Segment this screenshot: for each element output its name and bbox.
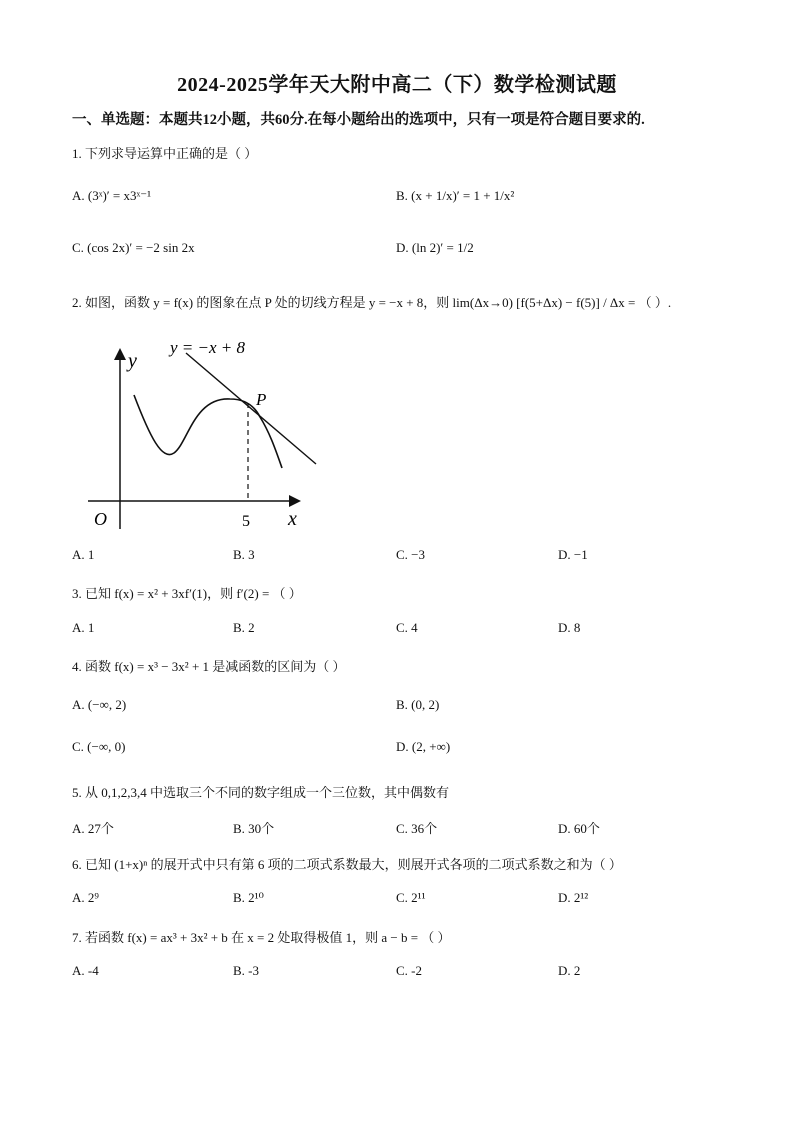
question-7-option-a: A. -4: [72, 963, 99, 978]
question-5-option-d: D. 60个: [558, 821, 600, 836]
tangent-label: y = −x + 8: [170, 338, 246, 357]
point-p-label: P: [256, 390, 267, 409]
origin-label: O: [94, 509, 107, 529]
question-4-option-a: A. (−∞, 2): [72, 697, 127, 712]
question-4-stem: 4. 函数 f(x) = x³ − 3x² + 1 是减函数的区间为（ ）: [72, 659, 346, 674]
question-4-option-d: D. (2, +∞): [396, 739, 451, 754]
page-title: 2024-2025学年天大附中高二（下）数学检测试题: [177, 74, 617, 96]
y-axis-label: y: [128, 350, 137, 372]
question-6-option-a: A. 2⁹: [72, 890, 99, 905]
question-3-option-a: A. 1: [72, 620, 95, 635]
x-tick-5: 5: [242, 513, 250, 530]
question-1-option-b: B. (x + 1/x)′ = 1 + 1/x²: [396, 188, 515, 203]
question-5-option-b: B. 30个: [233, 821, 275, 836]
question-2-option-b: B. 3: [233, 547, 255, 562]
section-heading: 一、单选题：本题共12小题，共60分.在每小题给出的选项中，只有一项是符合题目要求的.: [72, 112, 645, 128]
question-2-option-a: A. 1: [72, 547, 95, 562]
question-6-stem: 6. 已知 (1+x)ⁿ 的展开式中只有第 6 项的二项式系数最大，则展开式各项的二项式系数之和为（ ）: [72, 857, 622, 872]
question-5-option-c: C. 36个: [396, 821, 438, 836]
question-6-option-b: B. 2¹⁰: [233, 890, 264, 905]
tangent-line: [186, 353, 316, 464]
question-6-option-c: C. 2¹¹: [396, 890, 426, 905]
question-1-option-d: D. (ln 2)′ = 1/2: [396, 240, 474, 255]
question-5-stem: 5. 从 0,1,2,3,4 中选取三个不同的数字组成一个三位数，其中偶数有: [72, 785, 450, 800]
question-3-option-b: B. 2: [233, 620, 255, 635]
question-2-option-d: D. −1: [558, 547, 588, 562]
x-axis-label: x: [288, 508, 297, 530]
question-7-option-c: C. -2: [396, 963, 422, 978]
question-3-option-c: C. 4: [396, 620, 418, 635]
question-5-option-a: A. 27个: [72, 821, 114, 836]
question-2-option-c: C. −3: [396, 547, 426, 562]
question-6-option-d: D. 2¹²: [558, 890, 589, 905]
question-4-option-c: C. (−∞, 0): [72, 739, 126, 754]
question-3-stem: 3. 已知 f(x) = x² + 3xf′(1)，则 f′(2) = （ ）: [72, 586, 302, 601]
question-1-option-a: A. (3ˣ)′ = x3ˣ⁻¹: [72, 188, 151, 203]
question-4-option-b: B. (0, 2): [396, 697, 440, 712]
question-1-stem: 1. 下列求导运算中正确的是（ ）: [72, 146, 258, 161]
function-graph-figure: [82, 333, 322, 533]
question-7-option-b: B. -3: [233, 963, 259, 978]
question-7-stem: 7. 若函数 f(x) = ax³ + 3x² + b 在 x = 2 处取得极值 1，则 a − b = （ ）: [72, 930, 451, 945]
question-1-option-c: C. (cos 2x)′ = −2 sin 2x: [72, 240, 195, 255]
question-3-option-d: D. 8: [558, 620, 581, 635]
question-7-option-d: D. 2: [558, 963, 581, 978]
question-2-stem: 2. 如图，函数 y = f(x) 的图象在点 P 处的切线方程是 y = −x + 8，则 lim(Δx→0) [f(5+Δx) − f(5)] / Δx = （ ）.: [72, 295, 672, 310]
